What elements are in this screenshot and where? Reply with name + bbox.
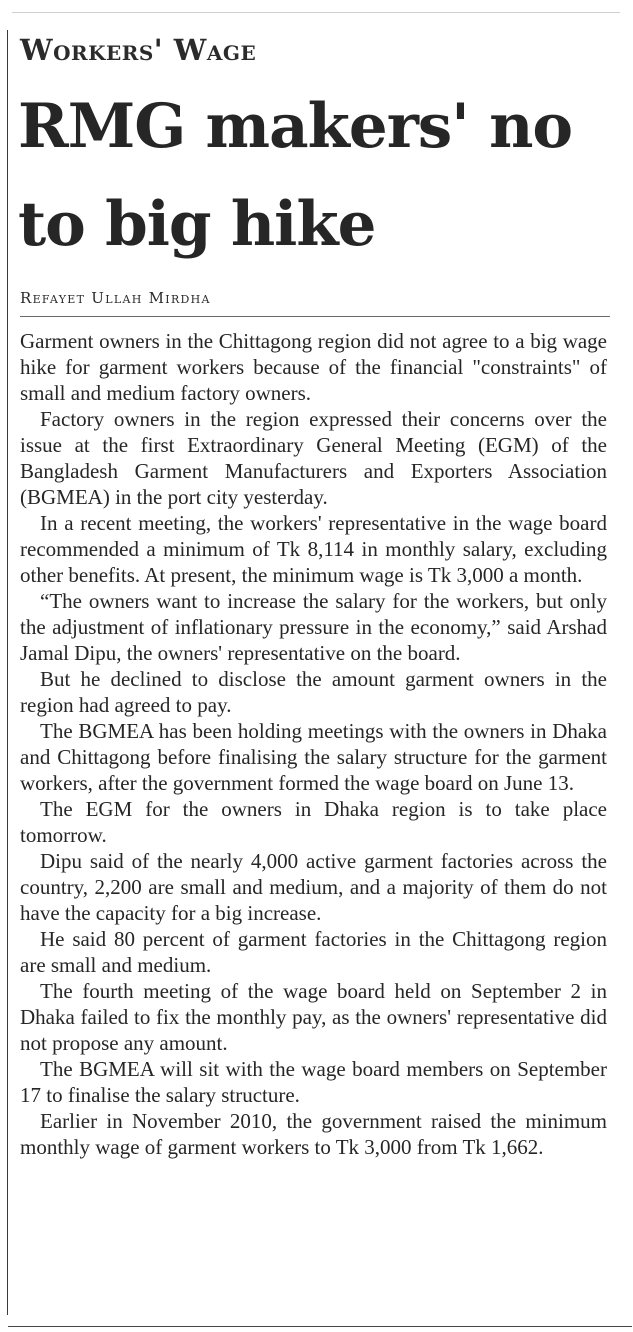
article-paragraph: The EGM for the owners in Dhaka region is to take place tomorrow. [20,797,607,847]
article-paragraph: Factory owners in the region expressed their concerns over the issue at the first Extraordinary General Meeting (EGM) of the Bangladesh Garment Manufacturers and Exporters Association (BGMEA) in the port city yesterday. [20,407,607,509]
left-column-rule [7,30,8,1315]
byline: Refayet Ullah Mirdha [20,289,211,307]
article-paragraph: “The owners want to increase the salary for the workers, but only the adjustment of inflationary pressure in the economy,” said Arshad Jamal Dipu, the owners' representative on the board. [20,589,607,665]
article-paragraph: But he declined to disclose the amount garment owners in the region had agreed to pay. [20,667,607,717]
bottom-rule [8,1326,632,1327]
article-paragraph: He said 80 percent of garment factories in the Chittagong region are small and medium. [20,927,607,977]
headline: RMG makers' no to big hike [18,91,573,260]
top-rule [12,12,620,13]
article-paragraph: Dipu said of the nearly 4,000 active garment factories across the country, 2,200 are small and medium, and a majority of them do not have the capacity for a big increase. [20,849,607,925]
kicker: Workers' Wage [20,33,257,67]
article-paragraph: The BGMEA has been holding meetings with the owners in Dhaka and Chittagong before finalising the salary structure for the garment workers, after the government formed the wage board on June 13. [20,719,607,795]
article-paragraph: Garment owners in the Chittagong region did not agree to a big wage hike for garment workers because of the financial "constraints" of small and medium factory owners. [20,329,607,405]
article-paragraph: The BGMEA will sit with the wage board members on September 17 to finalise the salary structure. [20,1057,607,1107]
byline-rule [20,316,610,317]
article-paragraph: Earlier in November 2010, the government raised the minimum monthly wage of garment workers to Tk 3,000 from Tk 1,662. [20,1109,607,1159]
article-body [20,328,607,1160]
article-paragraph: The fourth meeting of the wage board held on September 2 in Dhaka failed to fix the monthly pay, as the owners' representative did not propose any amount. [20,979,607,1055]
article-paragraph: In a recent meeting, the workers' representative in the wage board recommended a minimum of Tk 8,114 in monthly salary, excluding other benefits. At present, the minimum wage is Tk 3,000 a month. [20,511,607,587]
